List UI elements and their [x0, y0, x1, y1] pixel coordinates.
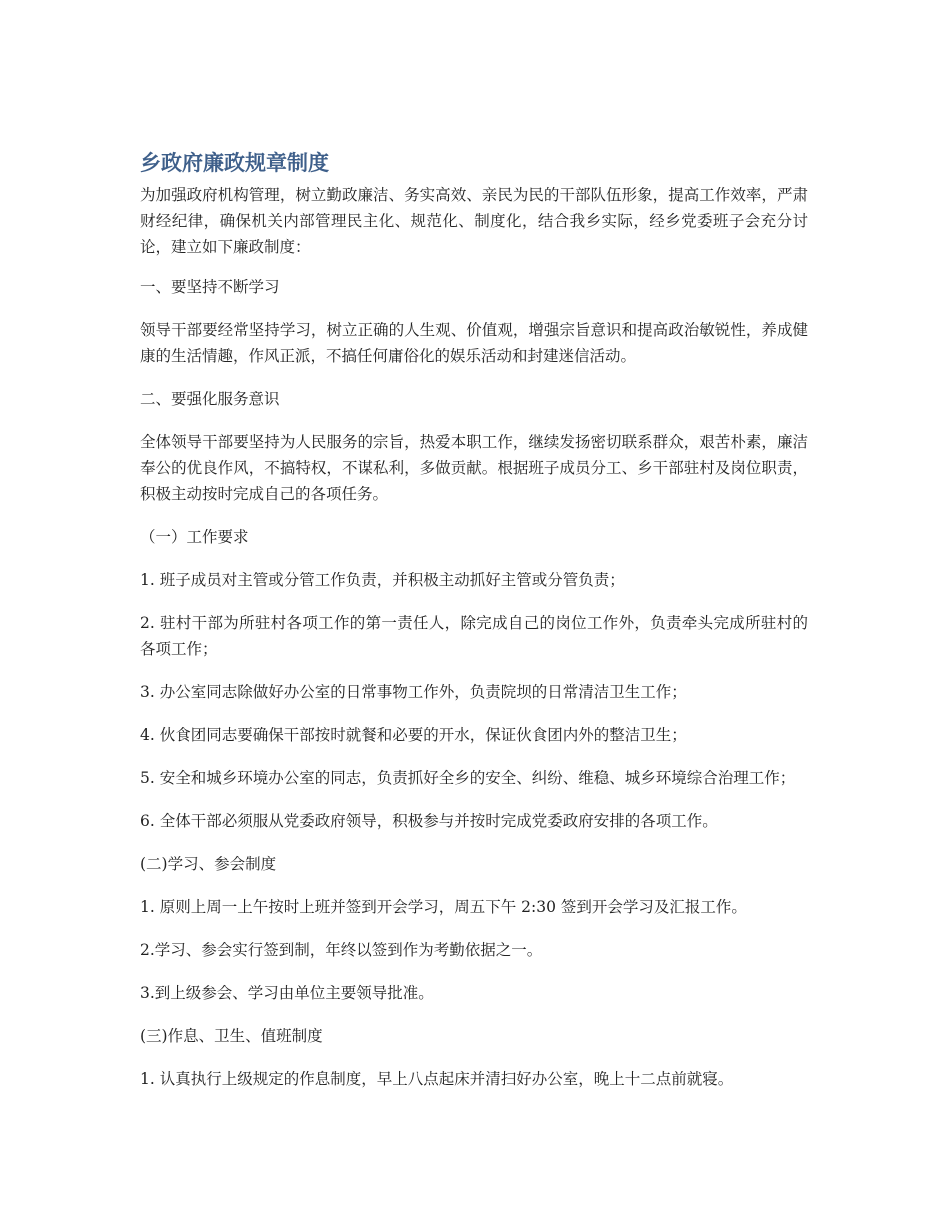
list-item: 5. 安全和城乡环境办公室的同志，负责抓好全乡的安全、纠纷、维稳、城乡环境综合治理工作； — [140, 769, 796, 787]
subsection-heading-meeting-system: (二)学习、参会制度 — [140, 855, 277, 873]
list-item: 6. 全体干部必须服从党委政府领导，积极参与并按时完成党委政府安排的各项工作。 — [140, 812, 718, 830]
document-page — [140, 148, 808, 1109]
list-item: 1. 原则上周一上午按时上班并签到开会学习，周五下午 2:30 签到开会学习及汇报工作。 — [140, 898, 747, 916]
section-body-study: 领导干部要经常坚持学习，树立正确的人生观、价值观，增强宗旨意识和提高政治敏锐性，养成健康的生活情趣，作风正派，不搞任何庸俗化的娱乐活动和封建迷信活动。 — [140, 321, 808, 365]
list-item: 1. 认真执行上级规定的作息制度，早上八点起床并清扫好办公室，晚上十二点前就寝。 — [140, 1070, 734, 1088]
list-item: 3.到上级参会、学习由单位主要领导批准。 — [140, 984, 434, 1002]
section-heading-study: 一、要坚持不断学习 — [140, 278, 280, 296]
list-item: 1. 班子成员对主管或分管工作负责，并积极主动抓好主管或分管负责； — [140, 571, 625, 589]
section-heading-service: 二、要强化服务意识 — [140, 390, 280, 408]
subsection-heading-work-requirements: （一）工作要求 — [140, 528, 249, 546]
intro-paragraph: 为加强政府机构管理，树立勤政廉洁、务实高效、亲民为民的干部队伍形象，提高工作效率，严肃财经纪律，确保机关内部管理民主化、规范化、制度化，结合我乡实际，经乡党委班子会充分讨论，建立如下廉政制度： — [140, 186, 808, 256]
subsection-heading-rest-system: (三)作息、卫生、值班制度 — [140, 1027, 323, 1045]
list-item: 4. 伙食团同志要确保干部按时就餐和必要的开水，保证伙食团内外的整洁卫生； — [140, 726, 687, 744]
document-title: 乡政府廉政规章制度 — [140, 151, 329, 175]
list-item: 2.学习、参会实行签到制，年终以签到作为考勤依据之一。 — [140, 941, 543, 959]
list-item: 3. 办公室同志除做好办公室的日常事物工作外，负责院坝的日常清洁卫生工作； — [140, 683, 687, 701]
list-item: 2. 驻村干部为所驻村各项工作的第一责任人，除完成自己的岗位工作外，负责牵头完成所驻村的各项工作； — [140, 614, 808, 658]
section-body-service: 全体领导干部要坚持为人民服务的宗旨，热爱本职工作，继续发扬密切联系群众，艰苦朴素，廉洁奉公的优良作风，不搞特权，不谋私利，多做贡献。根据班子成员分工、乡干部驻村及岗位职责，积极主动按时完成自己的各项任务。 — [140, 433, 808, 503]
